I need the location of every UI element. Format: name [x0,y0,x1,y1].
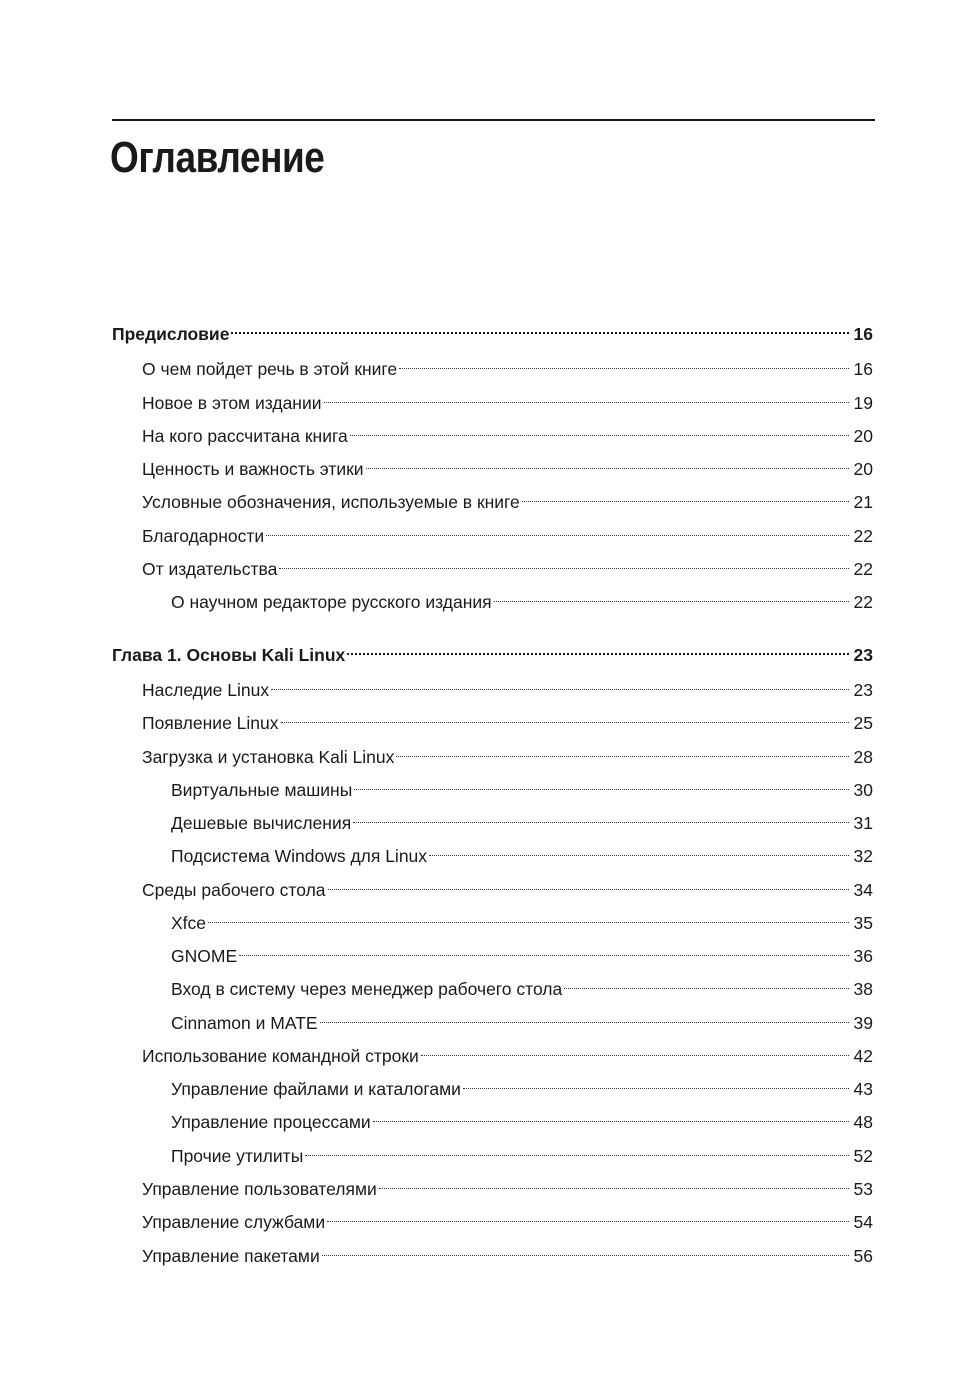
toc-entry-title: От издательства [142,559,278,579]
toc-entry[interactable] [142,416,873,446]
toc-entry-title: Xfce [171,913,207,933]
toc-page-number: 54 [853,1212,873,1232]
toc-chapter-entry[interactable] [112,635,873,665]
toc-entry-title: Управление пользователями [142,1179,377,1199]
toc-entry-title: Наследие Linux [142,680,270,700]
toc-page-number: 25 [853,713,873,733]
toc-entry[interactable] [142,703,873,733]
dot-leader [305,1136,849,1162]
dot-leader [494,582,849,608]
toc-page-number: 30 [853,780,873,800]
dot-leader [322,1236,849,1262]
toc-entry-title: Управление пакетами [142,1246,320,1266]
dot-leader [328,870,849,896]
toc-entry[interactable] [142,737,873,767]
toc-page-number: 31 [853,813,873,833]
dot-leader [320,1003,849,1029]
toc-page-number: 42 [853,1046,873,1066]
toc-entry[interactable] [142,449,873,479]
toc-entry[interactable] [171,1003,873,1033]
toc-page-number: 19 [853,393,873,413]
dot-leader [266,516,849,542]
toc-chapter-entry[interactable] [112,314,873,344]
toc-entry-title: Управление процессами [171,1112,371,1132]
toc-entry-title: Новое в этом издании [142,393,322,413]
toc-entry[interactable] [142,349,873,379]
toc-page-number: 39 [853,1013,873,1033]
toc-page-number: 34 [853,880,873,900]
toc-page-number: 20 [853,459,873,479]
toc-page-number: 21 [853,492,873,512]
toc-page-number: 32 [853,846,873,866]
toc-entry-title: Предисловие [112,324,230,344]
dot-leader [463,1069,849,1095]
toc-page-number: 36 [853,946,873,966]
dot-leader [379,1169,849,1195]
toc-entry[interactable] [171,903,873,933]
page-title: Оглавление [110,133,325,182]
toc-page-number: 23 [853,645,873,665]
toc-entry-title: Вход в систему через менеджер рабочего стола [171,979,563,999]
dot-leader [564,969,849,995]
dot-leader [327,1202,849,1228]
toc-entry-title: Виртуальные машины [171,780,353,800]
toc-entry-title: Управление службами [142,1212,326,1232]
toc-entry-title: Управление файлами и каталогами [171,1079,461,1099]
dot-leader [347,635,849,661]
toc-entry[interactable] [142,670,873,700]
dot-leader [399,349,849,375]
dot-leader [350,416,849,442]
toc-entry-title: О чем пойдет речь в этой книге [142,359,398,379]
toc-entry-title: Появление Linux [142,713,279,733]
toc-entry[interactable] [142,1036,873,1066]
toc-entry-title: Подсистема Windows для Linux [171,846,428,866]
toc-entry[interactable] [142,482,873,512]
toc-page-number: 22 [853,559,873,579]
toc-entry-title: Дешевые вычисления [171,813,352,833]
toc-entry[interactable] [171,803,873,833]
dot-leader [324,383,849,409]
toc-entry[interactable] [142,516,873,546]
toc-entry-title: На кого рассчитана книга [142,426,348,446]
toc-entry-title: Глава 1. Основы Kali Linux [112,645,346,665]
toc-entry[interactable] [142,549,873,579]
toc-entry[interactable] [171,1136,873,1166]
toc-entry-title: Благодарности [142,526,265,546]
toc-entry-title: Cinnamon и MATE [171,1013,318,1033]
dot-leader [373,1102,849,1128]
dot-leader [353,803,849,829]
dot-leader [396,737,849,763]
toc-entry[interactable] [142,383,873,413]
toc-page-number: 38 [853,979,873,999]
toc-entry-title: Использование командной строки [142,1046,419,1066]
dot-leader [271,670,849,696]
toc-page-number: 16 [853,324,873,344]
dot-leader [281,703,850,729]
dot-leader [421,1036,849,1062]
dot-leader [522,482,849,508]
toc-page-number: 22 [853,592,873,612]
toc-page-number: 43 [853,1079,873,1099]
toc-entry[interactable] [171,936,873,966]
toc-page-number: 48 [853,1112,873,1132]
toc-entry-title: Ценность и важность этики [142,459,364,479]
toc-entry-title: GNOME [171,946,238,966]
toc-page-number: 20 [853,426,873,446]
dot-leader [231,314,849,340]
toc-entry[interactable] [142,870,873,900]
dot-leader [429,836,849,862]
toc-page-number: 23 [853,680,873,700]
dot-leader [208,903,849,929]
toc-entry[interactable] [171,969,873,999]
dot-leader [279,549,849,575]
toc-entry[interactable] [171,582,873,612]
toc-page-number: 56 [853,1246,873,1266]
toc-entry-title: Среды рабочего стола [142,880,326,900]
toc-entry[interactable] [142,1169,873,1199]
toc-entry-title: Прочие утилиты [171,1146,304,1166]
toc-page-number: 16 [853,359,873,379]
toc-entry-title: Загрузка и установка Kali Linux [142,747,395,767]
toc-entry[interactable] [171,836,873,866]
dot-leader [366,449,849,475]
toc-page-number: 35 [853,913,873,933]
toc-page-number: 28 [853,747,873,767]
toc-entry[interactable] [171,1102,873,1132]
dot-leader [354,770,849,796]
toc-entry[interactable] [171,770,873,800]
toc-entry[interactable] [142,1236,873,1266]
toc-entry[interactable] [171,1069,873,1099]
toc-entry-title: Условные обозначения, используемые в книге [142,492,520,512]
toc-page-number: 22 [853,526,873,546]
toc-entry[interactable] [142,1202,873,1232]
toc-entry-title: О научном редакторе русского издания [171,592,492,612]
toc-page-number: 52 [853,1146,873,1166]
toc-page-number: 53 [853,1179,873,1199]
dot-leader [239,936,849,962]
top-rule [112,119,875,121]
